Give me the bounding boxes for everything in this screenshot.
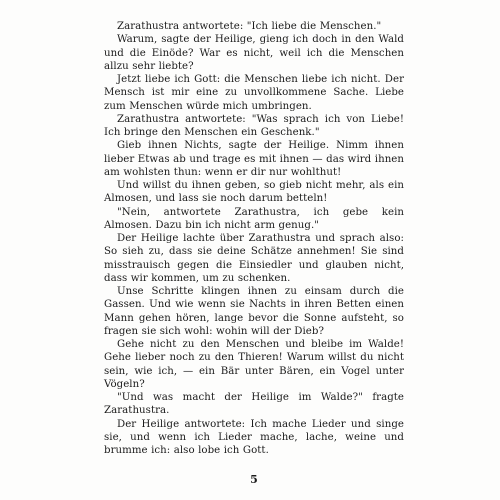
page-number: 5 xyxy=(250,473,258,486)
paragraph: Der Heilige lachte über Zarathustra und sprach also: So sieh zu, dass sie deine Schätze annehmen! Sie sind misstrauisch gegen die Einsiedler und glauben nicht, dass wir kommen, um zu schenken. xyxy=(104,233,404,284)
body-text xyxy=(104,20,404,457)
paragraph: "Und was macht der Heilige im Walde?" fragte Zarathustra. xyxy=(104,392,404,417)
paragraph: Gieb ihnen Nichts, sagte der Heilige. Nimm ihnen lieber Etwas ab und trage es mit ihnen — das wird ihnen am wohlsten thun: wenn er dir nur wohlthut! xyxy=(104,140,404,178)
paragraph: Gehe nicht zu den Menschen und bleibe im Walde! Gehe lieber noch zu den Thieren! Warum willst du nicht sein, wie ich, — ein Bär unter Bären, ein Vogel unter Vögeln? xyxy=(104,339,404,390)
paragraph: Jetzt liebe ich Gott: die Menschen liebe ich nicht. Der Mensch ist mir eine zu unvollkommene Sache. Liebe zum Menschen würde mich umbringen. xyxy=(104,74,404,112)
paragraph: Unse Schritte klingen ihnen zu einsam durch die Gassen. Und wie wenn sie Nachts in ihren Betten einen Mann gehen hören, lange bevor die Sonne aufsteht, so fragen sie sich wohl: wohin will der Dieb? xyxy=(104,286,404,337)
paragraph: Zarathustra antwortete: "Ich liebe die Menschen." xyxy=(117,21,382,32)
paragraph: Warum, sagte der Heilige, gieng ich doch in den Wald und die Einöde? War es nicht, weil ich die Menschen allzu sehr liebte? xyxy=(104,34,404,72)
paragraph: "Nein, antwortete Zarathustra, ich gebe kein Almosen. Dazu bin ich nicht arm genug." xyxy=(104,206,404,231)
book-page xyxy=(104,20,404,490)
paragraph: Der Heilige antwortete: Ich mache Lieder und singe sie, und wenn ich Lieder mache, lache, weine und brumme ich: also lobe ich Gott. xyxy=(104,418,404,456)
paragraph: Und willst du ihnen geben, so gieb nicht mehr, als ein Almosen, und lass sie noch darum betteln! xyxy=(104,180,404,205)
paragraph: Zarathustra antwortete: "Was sprach ich von Liebe! Ich bringe den Menschen ein Geschenk." xyxy=(104,113,404,138)
